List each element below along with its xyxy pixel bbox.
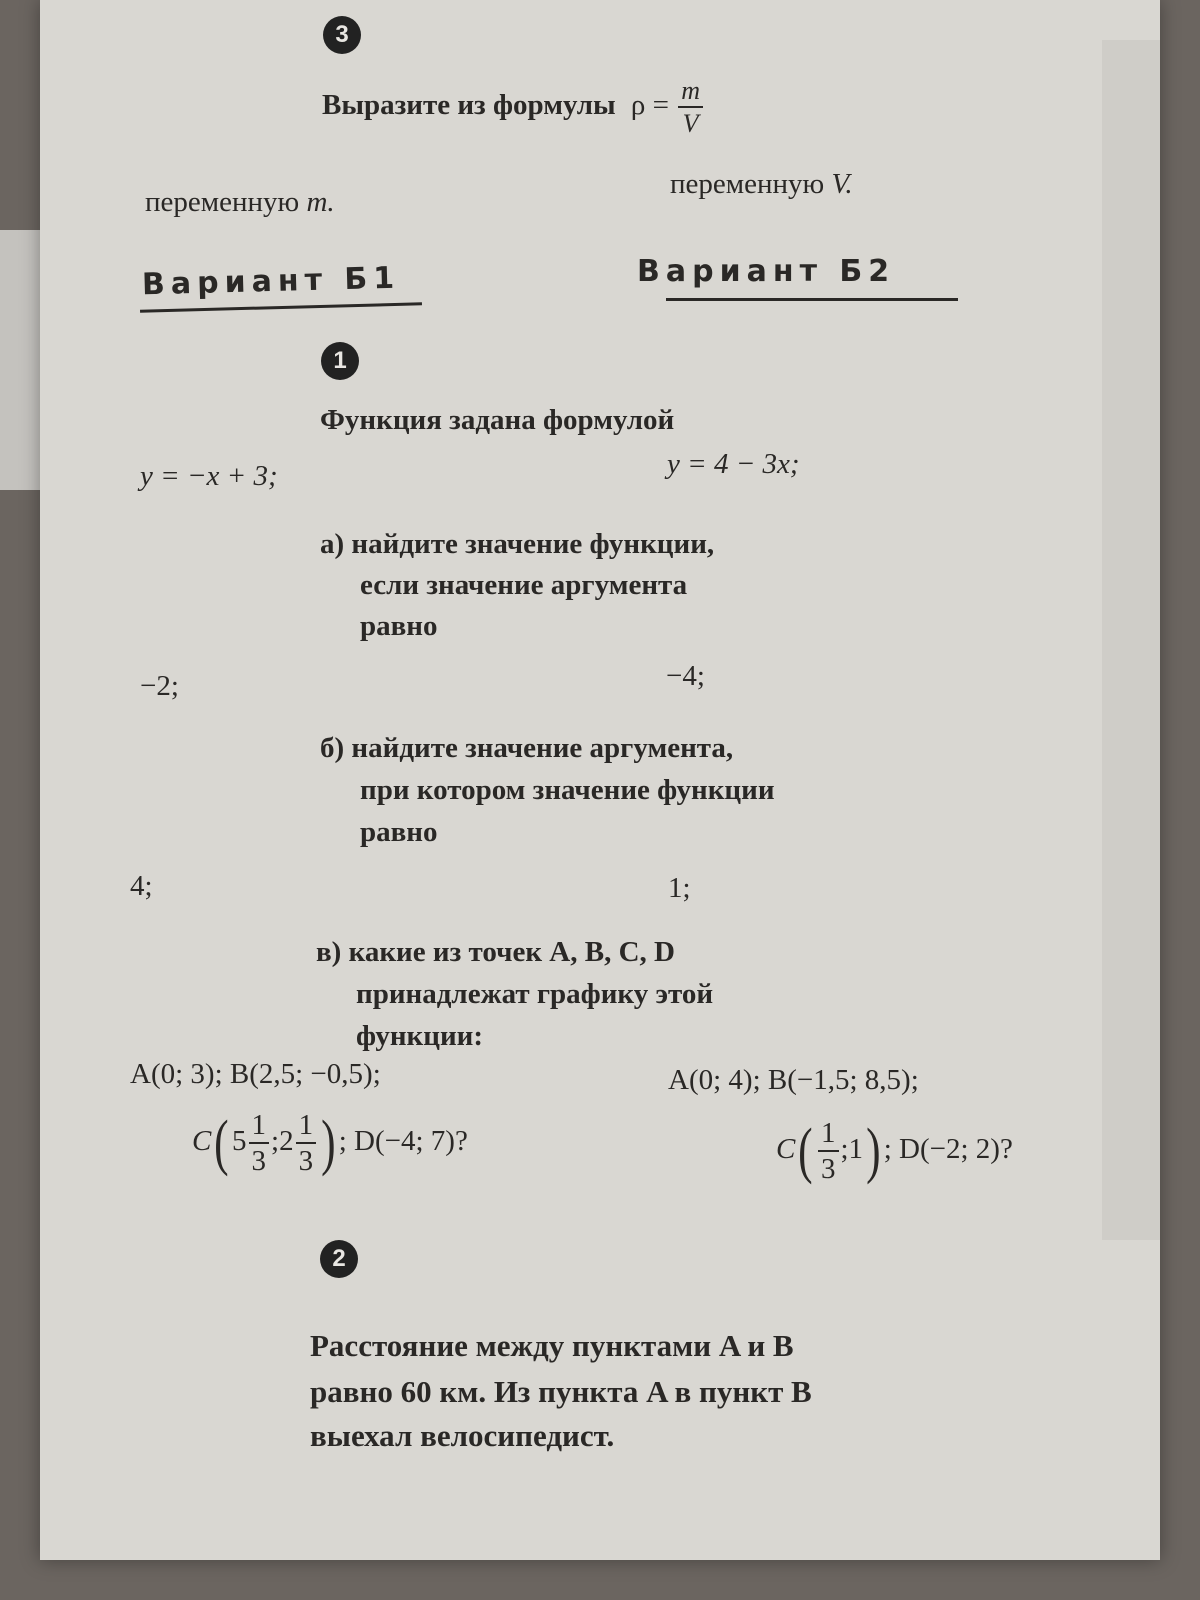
task-2-line-2: равно 60 км. Из пункта A в пункт B	[310, 1374, 812, 1409]
variant-b2-heading: Вариант Б2	[637, 254, 896, 289]
task-1-number: 1	[321, 342, 359, 380]
task-2-line-3: выехал велосипедист.	[310, 1418, 615, 1453]
variant-b1-heading: Вариант Б1	[141, 260, 401, 303]
task-1v-line-1: в) какие из точек A, B, C, D	[316, 936, 675, 968]
task-1a-line-3: равно	[360, 610, 438, 642]
task-1-title: Функция задана формулой	[320, 404, 675, 436]
task-3-b2-answer-target: переменную V.	[670, 168, 853, 200]
variant-b1-underline	[140, 302, 422, 312]
density-fraction: $\frac{m}{V}$	[678, 78, 703, 137]
adjacent-page-edge	[1102, 40, 1160, 1240]
task-1a-line-2: если значение аргумента	[360, 569, 688, 601]
task-1b-line-1: б) найдите значение аргумента,	[320, 732, 734, 764]
textbook-page	[40, 0, 1160, 1560]
task-1b-line-3: равно	[360, 816, 438, 848]
mixed-fraction-1: $\frac{1}{3}$	[249, 1111, 270, 1176]
task-1b-b1-value: 4;	[130, 870, 153, 902]
variant-b2-underline	[666, 298, 958, 301]
task-1v-b1-points-ab: A(0; 3); B(2,5; −0,5);	[130, 1058, 381, 1090]
background-sheet-left	[0, 230, 40, 490]
task-1-b2-formula: y = 4 − 3x;	[667, 448, 800, 480]
task-1a-b1-value: −2;	[140, 670, 179, 702]
mixed-fraction-2: $\frac{1}{3}$	[296, 1111, 317, 1176]
task-1b-line-2: при котором значение функции	[360, 774, 775, 806]
task-1v-line-2: принадлежат графику этой	[356, 978, 714, 1010]
task-1v-b1-points-cd: C( 5 $\frac{1}{3}$ ;2 $\frac{1}{3}$ ) ; D(−4; 7)?	[192, 1109, 468, 1177]
task-1v-line-3: функции:	[356, 1020, 484, 1052]
task-1a-line-1: а) найдите значение функции,	[320, 528, 715, 560]
task-2-line-1: Расстояние между пунктами A и B	[310, 1328, 794, 1363]
task-3-prompt: Выразите из формулы ρ = $\frac{m}{V}$	[322, 78, 705, 137]
task-1v-b2-points-ab: A(0; 4); B(−1,5; 8,5);	[668, 1064, 919, 1096]
fraction-one-third: $\frac{1}{3}$	[818, 1119, 839, 1184]
task-1a-b2-value: −4;	[666, 660, 705, 692]
task-1-b1-formula: y = −x + 3;	[140, 460, 278, 492]
task-2-number: 2	[320, 1240, 358, 1278]
task-1v-b2-points-cd: C( $\frac{1}{3}$ ;1) ; D(−2; 2)?	[776, 1117, 1013, 1185]
task-1b-b2-value: 1;	[668, 872, 691, 904]
task-3-b1-answer-target: переменную m.	[145, 186, 335, 218]
task-3-number: 3	[323, 16, 361, 54]
